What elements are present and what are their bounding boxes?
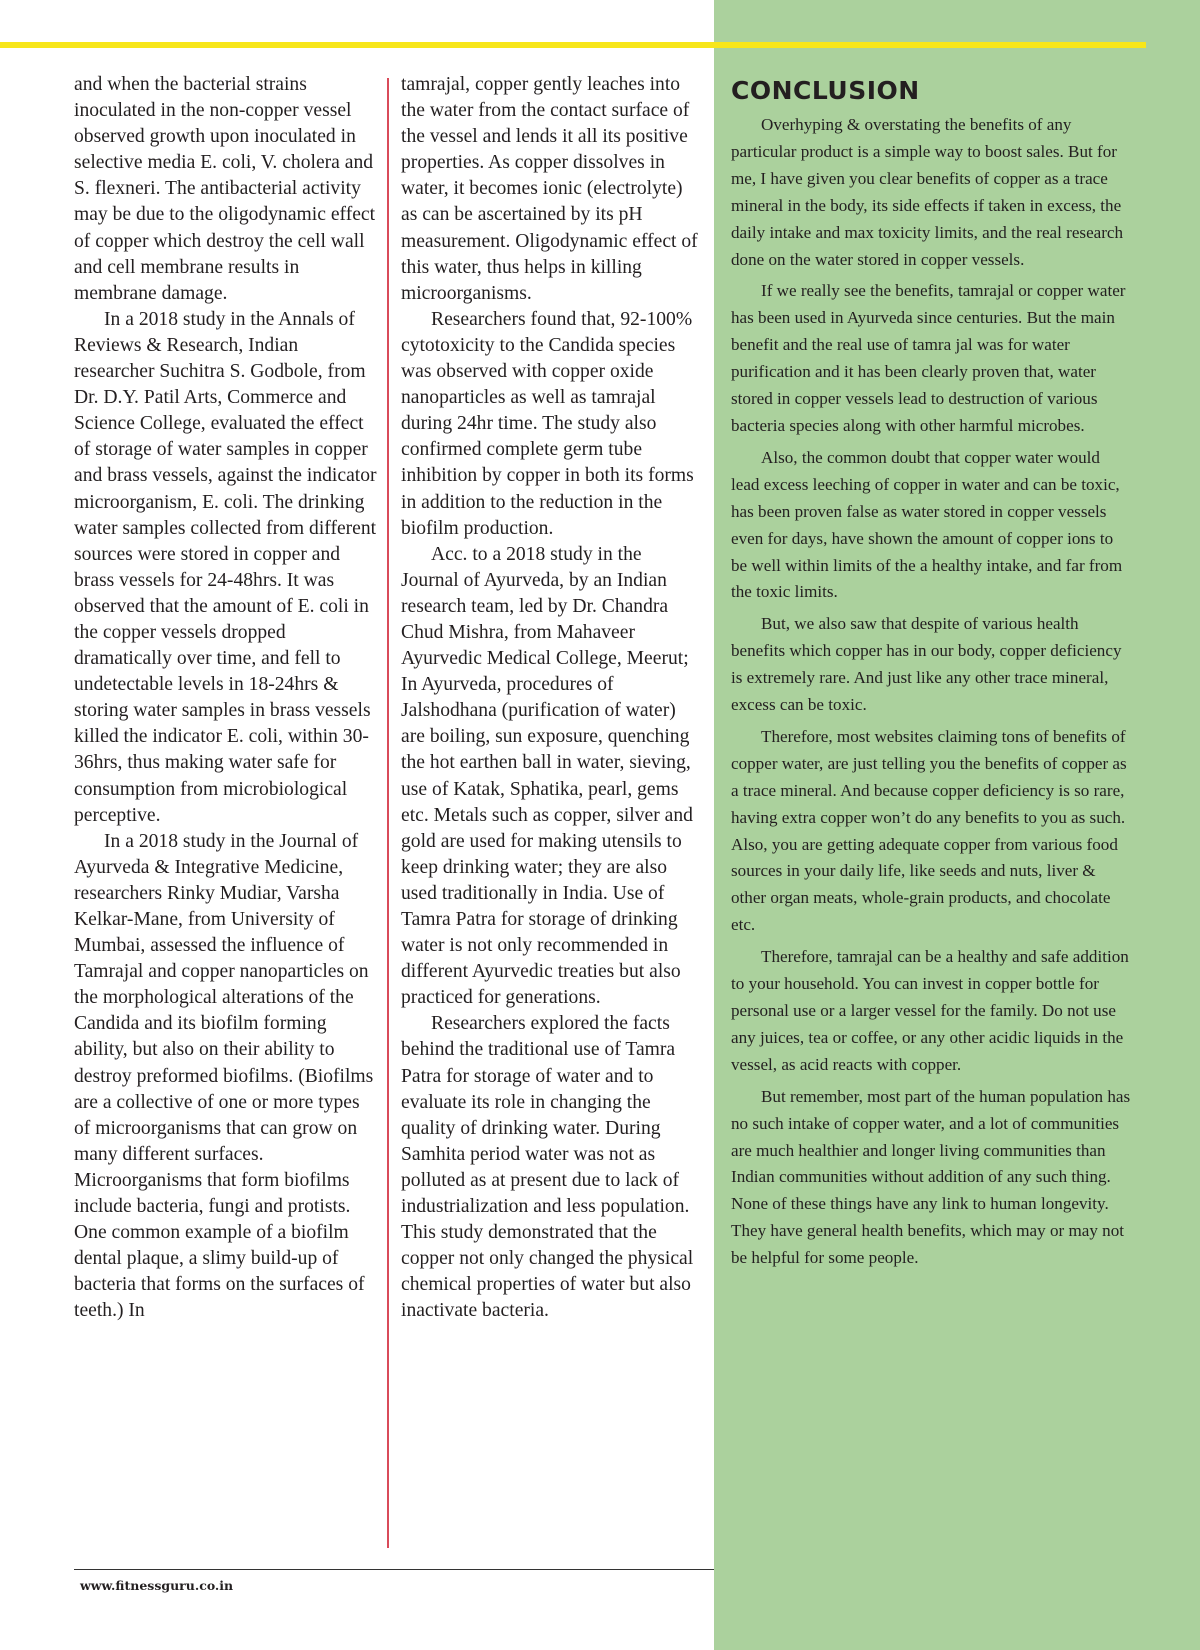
conclusion-paragraph-1: Overhyping & overstating the benefits of any particular product is a simple way to boost sales. But for me, I have given you clear benefits of copper as a trace mineral in the body, its side effects if taken in excess, the daily intake and max toxicity limits, and the real research done on the water stored in copper vessels.: [731, 115, 1124, 269]
column1-paragraph-1: and when the bacterial strains inoculated in the non-copper vessel observed growth upon inoculated in selective media E. coli, V. cholera and S. flexneri. The antibacterial activity may be due to the oligodynamic effect of copper which destroy the cell wall and cell membrane results in membrane damage.: [74, 74, 376, 304]
conclusion-paragraph-2: If we really see the benefits, tamrajal or copper water has been used in Ayurveda since centuries. But the main benefit and the real use of tamra jal was for water purification and it has been clearly proven that, water stored in copper vessels lead to destruction of various bacteria species along with other harmful microbes.: [731, 281, 1126, 435]
conclusion-paragraph-3: Also, the common doubt that copper water would lead excess leeching of copper in water and can be toxic, has been proven false as water stored in copper vessels even for days, have shown the amount of copper ions to be well within limits of the a healthy intake, and far from the toxic limits.: [731, 447, 1123, 602]
conclusion-paragraph-5: Therefore, most websites claiming tons of benefits of copper water, are just telling you the benefits of copper as a trace mineral. And because copper deficiency is so rare, having extra copper won’t do any benefits to you as such. Also, you are getting adequate copper from various food sources in your daily life, like seeds and nuts, liver & other organ meats, whole-grain products, and chocolate etc.: [731, 726, 1127, 935]
conclusion-heading: CONCLUSION: [731, 76, 920, 105]
conclusion-paragraph-4: But, we also saw that despite of various health benefits which copper has in our body, copper deficiency is extremely rare. And just like any other trace mineral, excess can be toxic.: [731, 614, 1122, 715]
column2-paragraph-2: Researchers found that, 92-100% cytotoxicity to the Candida species was observed with copper oxide nanoparticles as well as tamrajal during 24hr time. The study also confirmed complete germ tube inhibition by copper in both its forms in addition to the reduction in the biofilm production.: [401, 308, 694, 539]
article-column-2: [401, 72, 702, 1325]
top-accent-bar: [0, 42, 1146, 48]
column2-paragraph-4: Researchers explored the facts behind the traditional use of Tamra Patra for storage of water and to evaluate its role in changing the quality of drinking water. During Samhita period water was not as polluted as at present due to lack of industrialization and less population. This study demonstrated that the copper not only changed the physical chemical properties of water but also inactivate bacteria.: [401, 1013, 694, 1322]
article-column-1: [74, 72, 378, 1325]
column2-paragraph-1: tamrajal, copper gently leaches into the water from the contact surface of the vessel and lends it all its positive properties. As copper dissolves in water, it becomes ionic (electrolyte) as can be ascertained by its pH measurement. Oligodynamic effect of this water, thus helps in killing microorganisms.: [401, 74, 698, 304]
footer-website-url[interactable]: www.fitnessguru.co.in: [80, 1578, 234, 1593]
footer-divider: [74, 1569, 714, 1570]
column-divider: [387, 78, 389, 1548]
column2-paragraph-3: Acc. to a 2018 study in the Journal of Ayurveda, by an Indian research team, led by Dr. Chandra Chud Mishra, from Mahaveer Ayurvedic Medical College, Meerut; In Ayurveda, procedures of Jalshodhana (purification of water) are boiling, sun exposure, quenching the hot earthen ball in water, sieving, use of Katak, Sphatika, pearl, gems etc. Metals such as copper, silver and gold are used for making utensils to keep drinking water; they are also used traditionally in India. Use of Tamra Patra for storage of drinking water is not only recommended in different Ayurvedic treaties but also practiced for generations.: [401, 543, 693, 1009]
conclusion-paragraph-7: But remember, most part of the human population has no such intake of copper water, and a lot of communities are much healthier and longer living communities than Indian communities without addition of any such thing. None of these things have any link to human longevity. They have general health benefits, which may or may not be helpful for some people.: [731, 1086, 1131, 1268]
conclusion-section: [731, 74, 1131, 1277]
column1-paragraph-2: In a 2018 study in the Annals of Reviews & Research, Indian researcher Suchitra S. Godbole, from Dr. D.Y. Patil Arts, Commerce and Science College, evaluated the effect of storage of water samples in copper and brass vessels, against the indicator microorganism, E. coli. The drinking water samples collected from different sources were stored in copper and brass vessels for 24-48hrs. It was observed that the amount of E. coli in the copper vessels dropped dramatically over time, and fell to undetectable levels in 18-24hrs & storing water samples in brass vessels killed the indicator E. coli, within 30-36hrs, thus making water safe for consumption from microbiological perceptive.: [74, 308, 377, 826]
column1-paragraph-3: In a 2018 study in the Journal of Ayurveda & Integrative Medicine, researchers Rinky Mudiar, Varsha Kelkar-Mane, from University of Mumbai, assessed the influence of Tamrajal and copper nanoparticles on the morphological alterations of the Candida and its biofilm forming ability, but also on their ability to destroy preformed biofilms. (Biofilms are a collective of one or more types of microorganisms that can grow on many different surfaces. Microorganisms that form biofilms include bacteria, fungi and protists. One common example of a biofilm dental plaque, a slimy build-up of bacteria that forms on the surfaces of teeth.) In: [74, 830, 374, 1322]
conclusion-paragraph-6: Therefore, tamrajal can be a healthy and safe addition to your household. You can invest in copper bottle for personal use or a larger vessel for the family. Do not use any juices, tea or coffee, or any other acidic liquids in the vessel, as acid reacts with copper.: [731, 947, 1129, 1074]
